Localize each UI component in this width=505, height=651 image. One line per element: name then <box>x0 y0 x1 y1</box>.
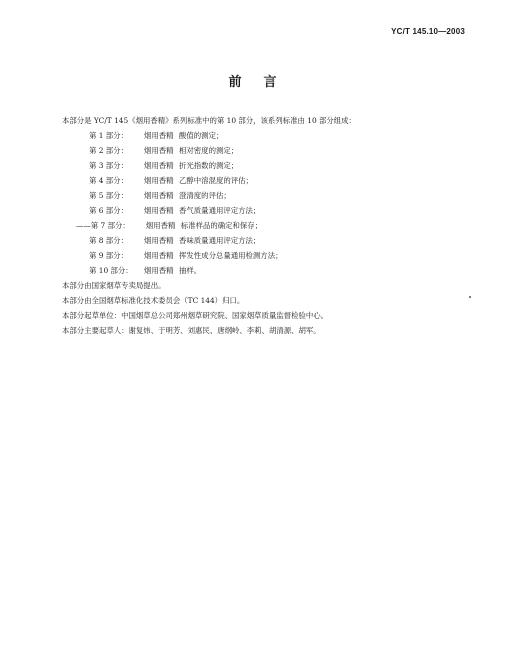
part-category: 烟用香精 <box>144 176 174 185</box>
part-name: 标准样品的确定和保存； <box>180 221 263 230</box>
list-item <box>62 128 482 143</box>
foreword-body <box>62 113 482 338</box>
part-number: 第 10 部分： <box>89 266 133 275</box>
part-name: 乙醇中溶混度的评估； <box>179 176 253 185</box>
part-number: 第 6 部分： <box>89 206 128 215</box>
part-category: 烟用香精 <box>144 161 174 170</box>
part-name: 酸值的测定； <box>179 131 224 140</box>
list-item <box>62 158 482 173</box>
part-number: 第 4 部分： <box>89 176 128 185</box>
list-item <box>62 218 482 233</box>
part-number: 第 5 部分： <box>89 191 128 200</box>
part-category: 烟用香精 <box>144 131 174 140</box>
list-item <box>62 188 482 203</box>
list-item <box>62 203 482 218</box>
list-item <box>62 143 482 158</box>
committee-paragraph: 本部分由全国烟草标准化技术委员会（TC 144）归口。 <box>62 296 245 305</box>
part-name: 香气质量通用评定方法； <box>179 206 261 215</box>
part-name: 挥发性成分总量通用检测方法； <box>179 251 283 260</box>
part-number: 第 2 部分： <box>89 146 128 155</box>
part-category: 烟用香精 <box>144 266 174 275</box>
part-name: 澄清度的评估； <box>179 191 231 200</box>
part-category: 烟用香精 <box>144 206 174 215</box>
part-number: 第 3 部分： <box>89 161 128 170</box>
part-number: 第 7 部分： <box>90 221 130 230</box>
scan-speck <box>469 296 471 298</box>
page-title: 前言 <box>228 75 299 90</box>
part-name: 抽样。 <box>179 266 202 275</box>
list-item <box>62 173 482 188</box>
parts-list <box>62 128 482 278</box>
part-category: 烟用香精 <box>144 251 174 260</box>
part-name: 折光指数的测定； <box>179 161 239 170</box>
part-dash: —— <box>76 221 91 230</box>
part-category: 烟用香精 <box>145 221 176 230</box>
list-item <box>62 263 482 278</box>
standard-code: YC/T 145.10—2003 <box>391 27 465 36</box>
part-category: 烟用香精 <box>144 191 174 200</box>
proposer-paragraph: 本部分由国家烟草专卖局提出。 <box>62 281 166 290</box>
part-name: 相对密度的测定； <box>179 146 239 155</box>
part-category: 烟用香精 <box>144 146 174 155</box>
list-item <box>62 248 482 263</box>
drafters-paragraph: 本部分主要起草人：谢复炜、于明芳、刘惠民、唐纲岭、李莉、胡清源、胡军。 <box>62 326 321 335</box>
intro-paragraph: 本部分是 YC/T 145《烟用香精》系列标准中的第 10 部分，该系列标准由 10 部分组成： <box>62 116 356 125</box>
part-name: 香味质量通用评定方法； <box>179 236 261 245</box>
list-item <box>62 233 482 248</box>
part-category: 烟用香精 <box>144 236 174 245</box>
part-number: 第 1 部分： <box>89 131 128 140</box>
part-number: 第 9 部分： <box>89 251 128 260</box>
part-number: 第 8 部分： <box>89 236 128 245</box>
drafting-units-paragraph: 本部分起草单位：中国烟草总公司郑州烟草研究院、国家烟草质量监督检验中心。 <box>62 311 329 320</box>
